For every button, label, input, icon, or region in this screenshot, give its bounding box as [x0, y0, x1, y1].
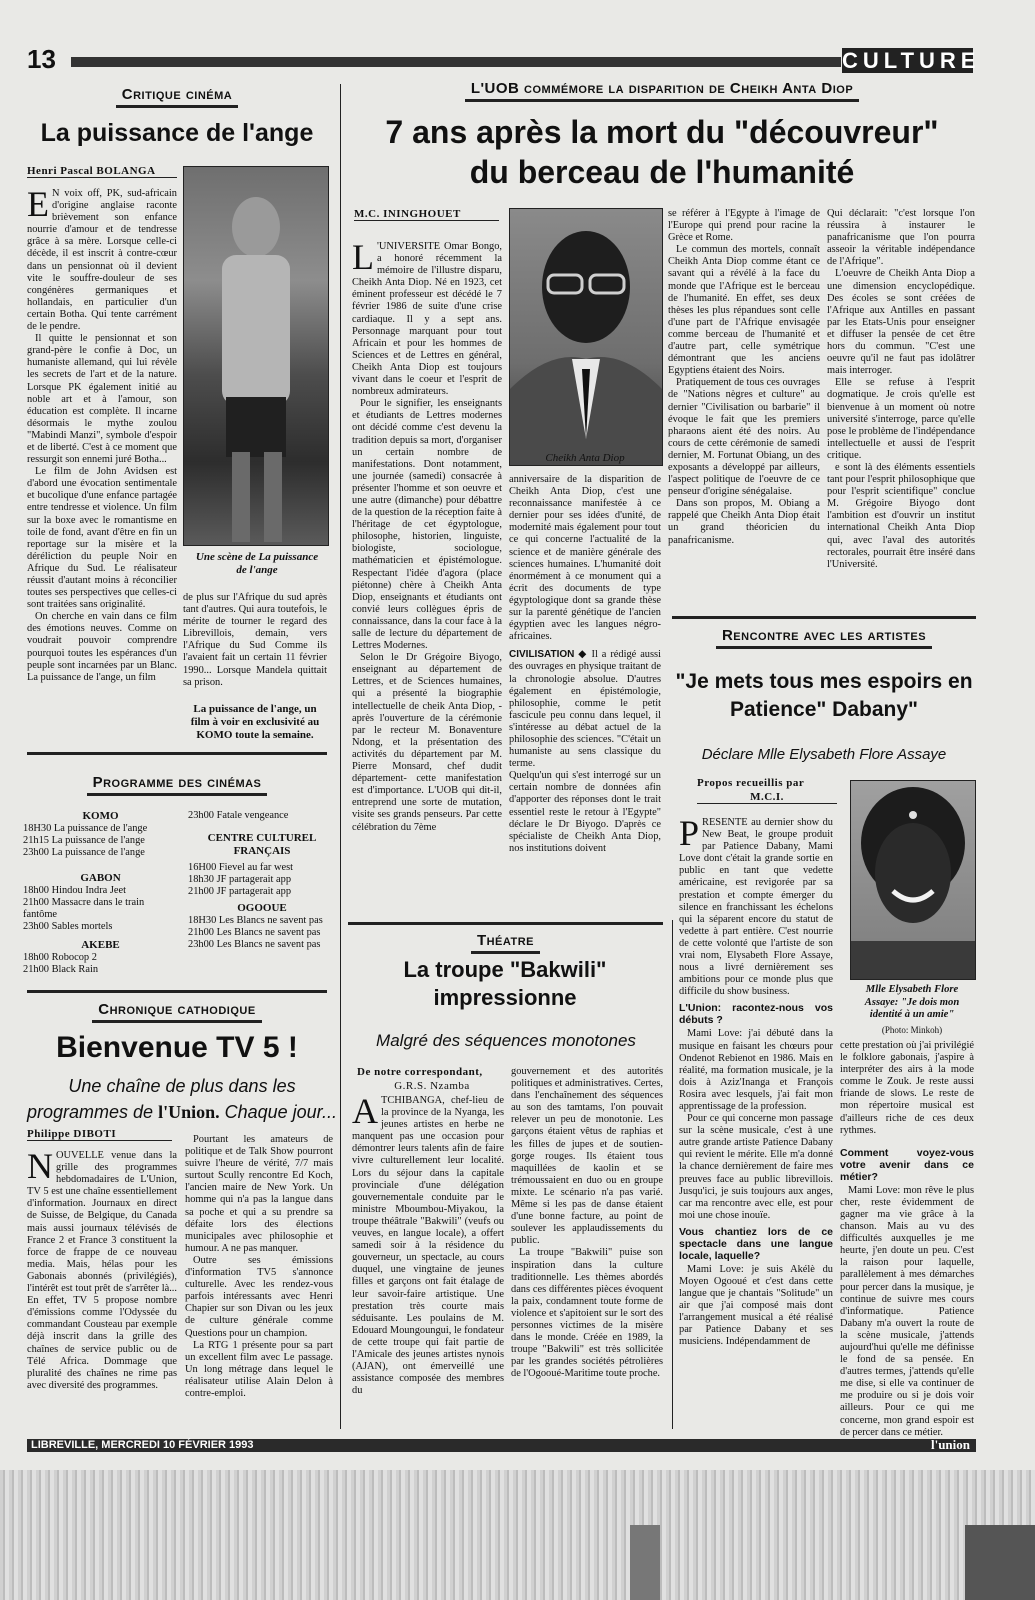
- header-rule: [71, 57, 841, 67]
- cinema-column-1: [27, 184, 177, 684]
- cinema-name: OGOOUE: [237, 902, 287, 914]
- page-header: [27, 44, 981, 74]
- showtime: 18h30 JF partagerait app: [188, 874, 292, 885]
- theatre-column-1: [352, 1091, 504, 1397]
- diop-kicker: L'UOB commémore la disparition de Cheikh Anta Diop: [348, 80, 976, 97]
- showtime: 23h00 Fatale vengeance: [188, 810, 289, 821]
- tv-author: Philippe DIBOTI: [27, 1128, 172, 1141]
- diamond-bullet-icon: ◆: [578, 649, 588, 661]
- union-brand: l'Union.: [158, 1102, 220, 1122]
- cheikh-anta-diop-photo: [509, 208, 663, 466]
- tv-column-1: [27, 1146, 177, 1392]
- paragraph: gouvernement et des autorités politiques et administratives. Certes, dans l'enchaînement des séquences au son des tamtams, l'on pouvait relever un peu de monotonie. Les garçons étaient vêtus de raphias et les filles de jupes et de soutien-gorge rouges. Ils étaient tous maquillées de kaolin et se trémoussaient en duo ou en groupe mixte. Le scénario n'a pas varié. Même si les pas de danse étaient d'une bonne facture, au point de soulever les applaudissements du public.: [511, 1066, 663, 1247]
- theatre-kicker: Théatre: [348, 932, 663, 949]
- diop-column-3: [668, 208, 820, 547]
- showtime: 21h00 Les Blancs ne savent pas: [188, 927, 321, 938]
- paragraph: de plus sur l'Afrique du sud après tant d'autres. Qui aura toutefois, le mérite de tourner le regard des Librevillois, demain, vers l'Afrique du Sud Comme ils l'avaient fait un certain 11 février 1990... Lorsque Mandela quittait sa prison.: [183, 592, 327, 688]
- subhead-label: CIVILISATION: [509, 649, 575, 661]
- showtime: 23h00 Les Blancs ne savent pas: [188, 939, 321, 950]
- cinema-name: AKEBE: [81, 939, 120, 951]
- footer-dateline: LIBREVILLE, MERCREDI 10 FÉVRIER 1993: [31, 1439, 254, 1451]
- showtime: 18h00 Hindou Indra Jeet: [23, 885, 127, 896]
- scan-dark-strip: [630, 1525, 660, 1600]
- artist-title: "Je mets tous mes espoirs en Patience" Dabany": [675, 670, 973, 721]
- paragraph: Elle se refuse à l'esprit dogmatique. Je crois qu'elle est bienvenue à un moment où notre université s'interroge, parce qu'elle pose le problème de l'indépendance intellectuelle et aussi de l'esprit critique.: [827, 377, 975, 461]
- paragraph: Outre ses émissions d'information TV5 s'annonce culturelle. Avec les rendez-vous parfois intéressants avec Henri Chapier sur son Divan ou les jeux de culture générale comme Questions pour un champion.: [185, 1254, 333, 1339]
- cinema-kicker: Critique cinéma: [27, 86, 327, 103]
- tv-kicker: Chronique cathodique: [27, 1001, 327, 1018]
- paragraph: N voix off, PK, sud-africain d'origine anglaise raconte brièvement son enfance nourrie d'amour et de tendresse grâce à sa mère. Lorsque celle-ci décède, il est inscrit à contre-cœur dans un pensionnat où il devient vite le souffre-douleur de ses congénères germaniques et hollandais, en particulier d'un certain Botha. Qui tente carrément de le pendre.: [27, 188, 177, 333]
- cinema-name: KOMO: [82, 810, 119, 822]
- paragraph: La RTG 1 présente pour sa part un excellent film avec Le passage. Un long métrage dans lequel le réalisateur utilise Alain Delon à contre-emploi.: [185, 1339, 333, 1399]
- dropcap: L: [352, 237, 374, 277]
- dropcap: E: [27, 184, 49, 224]
- paragraph: La troupe "Bakwili" puise son inspiration dans la culture traditionnelle. Les thèmes abordés dans ces différentes pièces évoquent la paix, condamnent toute forme de violence et s'apitoient sur le sort des personnes victimes de la misère dans le monde. Créée en 1989, la troupe "Bakwili" est très sollicitée par les grandes sociétés pétrolières de l'Ogooué-Maritime toute proche.: [511, 1247, 663, 1380]
- cinema-name: GABON: [80, 872, 121, 884]
- showtime: 18H30 Les Blancs ne savent pas: [188, 915, 323, 926]
- theatre-author: G.R.S. Nzamba: [394, 1080, 470, 1092]
- programme-right: [188, 810, 336, 951]
- portrait-figure: [851, 781, 975, 979]
- programme-left: [23, 810, 178, 976]
- column-rule: [672, 920, 673, 1429]
- paragraph: Pourtant les amateurs de politique et de Talk Show pourront suivre l'heure de vérité, 7/7 mais surtout Scully rencontre Ed Koch, l'ancien maire de New York. Un homme qui n'a pas la langue dans sa poche et qui a su prendre sa défaite lors des élections municipales avec philosophie et humour. A ne pas manquer.: [185, 1134, 333, 1254]
- theatre-column-2: [511, 1066, 663, 1380]
- tv-column-2: [185, 1134, 333, 1400]
- paragraph: Le commun des mortels, connaît Cheikh Anta Diop comme étant ce savant qui a révélé à la face du monde que l'Afrique est le berceau de l'humanité. En effet, ses deux thèses les plus répandues sont celle d'une part de l'Afrique envisagée comme berceau de l'humanité et d'autre part, celle symétrique démontrant que les anciens Egyptiens étaient des Noirs.: [668, 244, 820, 377]
- diop-author: M.C. ININGHOUET: [354, 208, 499, 221]
- tv-title: Bienvenue TV 5 !: [56, 1031, 298, 1064]
- theatre-deck: Malgré des séquences monotones: [376, 1031, 636, 1050]
- artist-kicker: Rencontre avec les artistes: [672, 627, 976, 644]
- section-label: CULTURE: [842, 48, 981, 73]
- tv-deck: Une chaîne de plus dans les programmes de l'Union. Chaque jour...: [27, 1076, 337, 1122]
- showtime: 18H30 La puissance de l'ange: [23, 823, 148, 834]
- paragraph: Mami Love: j'ai débuté dans la musique en faisant les chœurs pour Ondenot Rebienot en 1986. Mais en réalité, ma formation musicale, je la dois à Aziz'Inanga et François Rosira avec lesquels, j'ai fait mon apprentissage de la profession.: [679, 1028, 833, 1112]
- film-still-figure: [184, 167, 328, 545]
- artist-author: M.C.I.: [697, 791, 837, 804]
- paragraph: cette prestation où j'ai privilégié le folklore gabonais, j'aspire à interpréter des airs à la mode comme le Zouk. Je reste aussi friande de slows. Le reste de mon répertoire musical est d'ailleurs riche de ces deux rythmes.: [840, 1040, 974, 1136]
- paragraph: RESENTE au dernier show du New Beat, le groupe produit par Patience Dabany, Mami Love dont c'était la grande sortie en public en tant que vedette américaine, est revigorée par sa prestation et compte émerger du silence en franchissant les échelons qui la séparent encore du statut de vedette à part entière. C'est nourrie de cette volonté que l'artiste de son vrai nom, Elysabeth Flore Assaye, nous a livré dernièrement ses ambitions pour ce monde plus que difficile du show business.: [679, 817, 833, 998]
- film-still-photo: [183, 166, 329, 546]
- scan-dark-strip: [965, 1525, 1035, 1600]
- cinema-author: Henri Pascal BOLANGA: [27, 165, 177, 178]
- paragraph: Dans son propos, M. Obiang a rappelé que Cheikh Anta Diop était un grand théoricien du panafricanisme.: [668, 498, 820, 546]
- paragraph: se référer à l'Egypte à l'image de l'Europe qui prend pour racine la Grèce et Rome.: [668, 208, 820, 244]
- showtime: 21h15 La puissance de l'ange: [23, 835, 145, 846]
- paragraph: Il a rédigé aussi des ouvrages en physique traitant de la chronologie absolue. D'autres également en épistémologie, philosophie, comme le petit fascicule peu connu dans lequel, il s'intéresse au débat actuel de la philosophie des sciences. "C'était un humaniste au sens classique du terme.: [509, 649, 661, 770]
- showtime: 18h00 Robocop 2: [23, 952, 97, 963]
- portrait-figure: [510, 209, 662, 465]
- paragraph: Mami Love: mon rêve le plus cher, reste évidemment de gagner ma vie grâce à la chanson. Mais au vu des difficultés auxquelles je me heurte, j'en doute un peu. C'est la raison pour laquelle, parallèlement à mes démarches pour percer dans la musique, je continue de suivre mes cours d'informatique. Patience Dabany m'a ouvert la route de la scène musicale, j'attends aujourd'hui qu'elle me définisse le fond de sa pensée. En d'autres termes, j'attends qu'elle me dise, si elle va continuer de me produire ou si je dois voir ailleurs. Pour ce qui me concerne, mon grand espoir est de percer dans ce métier.: [840, 1184, 974, 1438]
- artist-author-intro: Propos recueillis par: [697, 777, 805, 789]
- diop-column-1: [352, 237, 502, 834]
- footer-bar: [27, 1439, 976, 1452]
- paragraph: Pour ce qui concerne mon passage sur la scène musicale, c'est à une autre grande artiste Patience Dabany qui revient le mérite. Elle m'a donné la chance dernièrement de faire mes preuves face au public librevillois. Jusqu'ici, je suis toujours aux anges, car ma rencontre avec elle, est pour moi une chose inouïe.: [679, 1113, 833, 1221]
- artist-column-1: [679, 813, 833, 1349]
- paragraph: On cherche en vain dans ce film des émotions neuves. Comme on voudrait pouvoir comprendre pourquoi toutes les espérances d'un peuple sont incarnées par un Blanc. La puissance de l'ange, un film: [27, 611, 177, 683]
- dropcap: N: [27, 1146, 53, 1186]
- paragraph: Pratiquement de tous ces ouvrages de "Nations nègres et culture" au dernier "Civilisation ou barbarie" il évoque le fait que les premiers pharaons aient été des noirs. Au cours de cette cérémonie de samedi dernier, M. Fortunat Obiang, un des exposants a développé par ailleurs, l'aspect politique de l'oeuvre de ce penseur d'origine sénégalaise.: [668, 377, 820, 498]
- paragraph: L'oeuvre de Cheikh Anta Diop a une dimension encyclopédique. Des écoles se sont créées de l'Afrique aux Antilles en passant par les Etats-Unis pour enseigner et diffuser la pensée de cet être hors du commun. "C'est une oeuvre qu'il ne faut pas idolâtrer mais interroger.: [827, 268, 975, 377]
- paragraph: Il quitte le pensionnat et son grand-père le confie à Doc, un humaniste allemand, qui lui révèle les secrets de l'art et de la nature. Lorsque PK également initié au noble art et à l'amour, son éducation est complète. Il incarne désormais le mythe zoulou "Mabindi Manzi", symbole d'espoir et de liberté. C'est à ce moment que ressurgit son ennemi juré Botha...: [27, 333, 177, 466]
- cinema-photo-caption: Une scène de La puissance de l'ange: [195, 551, 319, 576]
- paragraph: Mami Love: je suis Akélè du Moyen Ogooué et c'est dans cette langue que je chantais "Solitude" un air que j'ai composé mais dont l'arrangement musical a été réalisé par Patience Dabany et ses musiciens. Indépendamment de: [679, 1263, 833, 1348]
- paragraph: Qui déclarait: "c'est lorsque l'on réussira à instaurer le panafricanisme que l'on pourra asseoir la véritable indépendance de l'Afrique".: [827, 208, 975, 268]
- showtime: 21h00 Black Rain: [23, 964, 99, 975]
- artist-column-2: [840, 1040, 974, 1439]
- dropcap: A: [352, 1091, 378, 1131]
- section-rule: [348, 922, 663, 925]
- column-rule: [340, 84, 341, 1429]
- cinema-note: La puissance de l'ange, un film à voir en exclusivité au KOMO toute la semaine.: [190, 702, 320, 741]
- artist-photo-caption: Mlle Elysabeth Flore Assaye: "Je dois mon identité à un amie": [864, 984, 960, 1020]
- paragraph: Pour le signifier, les enseignants et étudiants de Lettres modernes ont décidé comme c'est devenu la tradition depuis sa mort, d'organiser un certain nombre de manifestations. Dont notamment, une journée (samedi) consacrée à présenter l'homme et son oeuvre et une autre (dimanche) pour débattre de la question de la réception faite à l'héritage de cet égyptologue, philosophe, historien, linguiste, biologiste, sociologue, mathématicien et épistémologue. Respectant l'idée d'agora (place piétonne) chère à Cheikh Anta Diop, enseignants et étudiants ont convié leurs collègues épris de connaissance, dans la cour face à la salle de lecture du département de Lettres Modernes.: [352, 398, 502, 652]
- photo-credit: (Photo: Minkoh): [881, 1025, 943, 1035]
- section-rule: [27, 990, 327, 993]
- paragraph: e sont là des éléments essentiels tant pour l'esprit philosophique que pour l'esprit scientifique" conclue M. Grégoire Biyogo dont l'ambition est d'ouvrir un institut international Cheikh Anta Diop qui, avec l'aval des autorités rectorales, pourrait être inséré dans l'Université.: [827, 461, 975, 570]
- paragraph: Le film de John Avidsen est d'abord une évocation sentimentale et bucolique d'une enfance partagée entre tendresse et violence. Un film sur la boxe avec le romantisme en toile de fond, avant d'être en fin un reportage sur la misère et la déréliction du peuple Noir en Afrique du Sud. Le réalisateur réussit d'autant moins à réconcilier toutes ses perspectives que celles-ci sont traitées sans originalité.: [27, 466, 177, 611]
- diop-column-2: [509, 474, 661, 855]
- paragraph: anniversaire de la disparition de Cheikh Anta Diop, c'est une reconnaissance manifestée à ce dernier pour ses idées d'unité, de modernité mais également pour tout ce qui concerne l'actualité de la science et de manière générale des sciences humaines. L'humanité doit énormément à ce monument qui a écrit des documents de type égyptologique dont sa grande thèse sur la parenté génétique de l'ancien égyptien avec les langues négro-africaines.: [509, 474, 661, 643]
- interview-question: Vous chantiez lors de ce spectacle dans une langue locale, laquelle?: [679, 1225, 833, 1262]
- paragraph: OUVELLE venue dans la grille des programmes hebdomadaires de L'Union, TV 5 est une chaîne essentiellement d'information. Journaux en direct de Suisse, de Belgique, du Canada mais aussi journaux télévisés de France 2 et France 3 constituent la force de frappe de ce nouveau media. Mais, hélas pour les Gabonais abonnés (privilégiés), l'intérêt est tout prêt de s'arrêter là... En effet, TV 5 propose nombre d'émissions comme l'Odyssée du commandant Cousteau par exemple déjà inscrit dans la grille des chaînes de service public ou de Télé Africa. Dommage que pluralité des chaînes ne rime pas avec diversité des programmes.: [27, 1150, 177, 1391]
- showtime: 23h00 Sables mortels: [23, 921, 113, 932]
- cinema-title: La puissance de l'ange: [40, 119, 314, 147]
- programme-kicker: Programme des cinémas: [27, 774, 327, 791]
- cinema-column-2: [183, 592, 327, 742]
- dropcap: P: [679, 813, 700, 853]
- showtime: 21h00 JF partagerait app: [188, 886, 292, 897]
- paragraph: 'UNIVERSITE Omar Bongo, a honoré récemment la mémoire de l'illustre disparu, Cheikh Anta Diop. Né en 1923, cet éminent professeur est décédé le 7 février 1986 de suite d'une crise cardiaque. Il y a sept ans. Personnage marquant pour tout Africain et pour les hommes de Sciences et de Lettres en général, Cheikh Anta Diop est toujours vivant dans le coeur et l'esprit de nombreux admirateurs.: [352, 241, 502, 398]
- theatre-title: La troupe "Bakwili" impressionne: [403, 957, 607, 1010]
- diop-photo-caption: Cheikh Anta Diop: [545, 452, 625, 464]
- page-number: 13: [27, 44, 56, 74]
- diop-column-4: [827, 208, 975, 571]
- footer-brand: l'union: [930, 1437, 970, 1452]
- paragraph: Selon le Dr Grégoire Biyogo, enseignant au département de Lettres, et de Sciences humaines, qui a présenté la biographie intellectuelle de cheik Anta Diop, -après l'ouverture de la cérémonie par le recteur M. Bonaventure Ndong, et la présentation des activités du département par M. Pierre Monsard, chef dudit département- cette manifestation est d'importance. L'UOB qui dit-il, entreprend une sorte de mutation, visite ses grands penseurs. Par cette célébration du 7ème: [352, 652, 502, 833]
- paragraph: Quelqu'un qui s'est interrogé sur un certain nombre de données afin d'apporter des réponses dont le trait essentiel reste le retour à l'Egypte" déclare le Dr Biyogo. D'après ce spécialiste de Cheikh Anta Diop, nos institutions doivent: [509, 770, 661, 854]
- showtime: 23h00 La puissance de l'ange: [23, 847, 145, 858]
- scan-border: [0, 1470, 1035, 1600]
- interview-question: Comment voyez-vous votre avenir dans ce métier?: [840, 1146, 974, 1183]
- section-rule: [672, 616, 976, 619]
- showtime: 16H00 Fievel au far west: [188, 862, 294, 873]
- interview-question: L'Union: racontez-nous vos débuts ?: [679, 1002, 833, 1027]
- cinema-name: CENTRE CULTUREL FRANÇAIS: [207, 832, 317, 857]
- showtime: 21h00 Massacre dans le train fantôme: [23, 897, 145, 920]
- theatre-author-intro: De notre correspondant,: [357, 1066, 483, 1078]
- elysabeth-assaye-photo: [850, 780, 976, 980]
- paragraph: TCHIBANGA, chef-lieu de la province de la Nyanga, les jeunes artistes en herbe ne manquent pas une occasion pour démontrer leurs talents afin de faire vivre culturellement leur localité. Lors du séjour dans la capitale provinciale d'une délégation gouvernementale conduite par le ministre Mboumbou-Miyakou, la troupe théâtrale "Bakwili" (veufs ou veuves, en langue locale), a offert samedi soir à la résidence du gouverneur, un spectacle, au cours duquel, une vingtaine de jeunes filles et garçons ont fait étalage de leur savoir-faire artistique. Une prestation très courte mais séduisante. Les poulains de M. Edouard Moungoungui, le fondateur de cette troupe qui fait partie de l'Amicale des jeunes artistes nynois (AJAN), ont émerveillé une assistance composée des membres du: [352, 1095, 504, 1397]
- artist-deck: Déclare Mlle Elysabeth Flore Assaye: [701, 746, 947, 763]
- diop-title: 7 ans après la mort du "découvreur" du berceau de l'humanité: [385, 114, 939, 190]
- section-rule: [27, 752, 327, 755]
